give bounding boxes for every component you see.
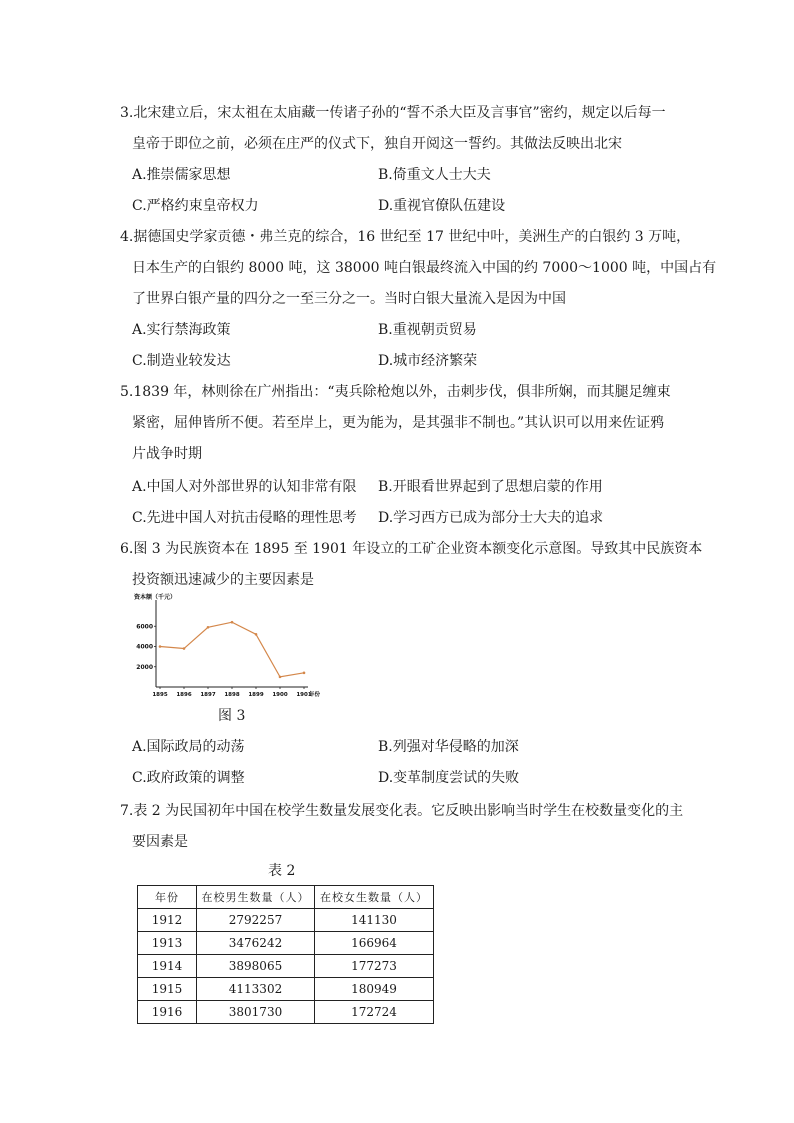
q7-line-1: 7.表 2 为民国初年中国在校学生数量发展变化表。它反映出影响当时学生在校数量变化的主: [120, 803, 684, 819]
x-tick-label: 1899: [248, 692, 264, 698]
cell-male: 2792257: [197, 909, 315, 932]
q3-option-d: D.重视官僚队伍建设: [378, 198, 506, 214]
cell-female: 180949: [315, 978, 434, 1001]
cell-year: 1916: [138, 1001, 197, 1024]
series-line: [160, 622, 304, 677]
student-count-table: [137, 885, 434, 1024]
q5-line-2: 紧密，屈伸皆所不便。若至岸上，更为能为，是其强非不制也。”其认识可以用来佐证鸦: [132, 415, 665, 431]
cell-year: 1913: [138, 932, 197, 955]
x-tick-label: 1901: [296, 692, 312, 698]
data-point: [279, 676, 282, 679]
q4-line-1: 4.据德国史学家贡德・弗兰克的综合，16 世纪至 17 世纪中叶，美洲生产的白银约 3 万吨，: [120, 229, 691, 245]
q3-line-1: 3.北宋建立后，宋太祖在太庙藏一传诸子孙的“誓不杀大臣及言事官”密约，规定以后每一: [120, 105, 666, 121]
table-row: [138, 978, 434, 1001]
capital-line-chart: [132, 590, 332, 702]
q6-option-d: D.变革制度尝试的失败: [378, 770, 520, 786]
x-tick-label: 1900: [272, 692, 288, 698]
table-caption: 表 2: [268, 863, 296, 879]
x-axis-title: 年份: [309, 692, 321, 698]
cell-year: 1915: [138, 978, 197, 1001]
header-male-students: 在校男生数量（人）: [197, 886, 315, 909]
cell-female: 141130: [315, 909, 434, 932]
y-tick-label: 4000: [136, 643, 153, 651]
q3-option-b: B.倚重文人士大夫: [378, 167, 491, 183]
data-point: [159, 645, 162, 648]
q4-line-2: 日本生产的白银约 8000 吨，这 38000 吨白银最终流入中国的约 7000～1000 吨，中国占有: [132, 260, 717, 276]
header-female-students: 在校女生数量（人）: [315, 886, 434, 909]
cell-female: 172724: [315, 1001, 434, 1024]
q6-line-2: 投资额迅速减少的主要因素是: [132, 572, 314, 588]
cell-male: 4113302: [197, 978, 315, 1001]
q5-option-b: B.开眼看世界起到了思想启蒙的作用: [378, 479, 603, 495]
x-tick-label: 1897: [200, 692, 216, 698]
q4-option-d: D.城市经济繁荣: [378, 353, 478, 369]
q5-option-a: A.中国人对外部世界的认知非常有限: [132, 479, 357, 495]
header-year: 年份: [138, 886, 197, 909]
x-tick-label: 1895: [152, 692, 168, 698]
cell-year: 1914: [138, 955, 197, 978]
table-header-row: [138, 886, 434, 909]
cell-male: 3898065: [197, 955, 315, 978]
q3-option-a: A.推崇儒家思想: [132, 167, 231, 183]
q6-line-1: 6.图 3 为民族资本在 1895 至 1901 年设立的工矿企业资本额变化示意图。导致其中民族资本: [120, 541, 703, 557]
q4-line-3: 了世界白银产量的四分之一至三分之一。当时白银大量流入是因为中国: [132, 291, 566, 307]
q3-line-2: 皇帝于即位之前，必须在庄严的仪式下，独自开阅这一誓约。其做法反映出北宋: [132, 136, 622, 152]
x-tick-label: 1898: [224, 692, 240, 698]
cell-male: 3801730: [197, 1001, 315, 1024]
data-point: [255, 633, 258, 636]
table-row: [138, 909, 434, 932]
data-point: [207, 626, 210, 629]
q5-line-1: 5.1839 年，林则徐在广州指出：“夷兵除枪炮以外，击刺步伐，俱非所娴，而其腿足缠束: [120, 384, 671, 400]
q6-option-b: B.列强对华侵略的加深: [378, 739, 519, 755]
q3-option-c: C.严格约束皇帝权力: [132, 198, 259, 214]
q4-option-c: C.制造业较发达: [132, 353, 231, 369]
data-point: [183, 647, 186, 650]
table-row: [138, 1001, 434, 1024]
y-axis-title: 资本额（千元）: [134, 594, 177, 601]
x-tick-label: 1896: [176, 692, 192, 698]
q6-option-a: A.国际政局的动荡: [132, 739, 245, 755]
figure-caption: 图 3: [218, 708, 246, 724]
data-point: [303, 672, 306, 675]
data-point: [231, 621, 234, 624]
table-row: [138, 932, 434, 955]
q5-option-d: D.学习西方已成为部分士大夫的追求: [378, 510, 604, 526]
table-row: [138, 955, 434, 978]
y-tick-label: 2000: [136, 663, 153, 671]
q5-option-c: C.先进中国人对抗击侵略的理性思考: [132, 510, 357, 526]
cell-male: 3476242: [197, 932, 315, 955]
q6-option-c: C.政府政策的调整: [132, 770, 245, 786]
q7-line-2: 要因素是: [132, 834, 188, 850]
q4-option-a: A.实行禁海政策: [132, 322, 231, 338]
cell-female: 166964: [315, 932, 434, 955]
cell-female: 177273: [315, 955, 434, 978]
cell-year: 1912: [138, 909, 197, 932]
y-tick-label: 6000: [136, 623, 153, 631]
q4-option-b: B.重视朝贡贸易: [378, 322, 477, 338]
q5-line-3: 片战争时期: [132, 446, 202, 462]
